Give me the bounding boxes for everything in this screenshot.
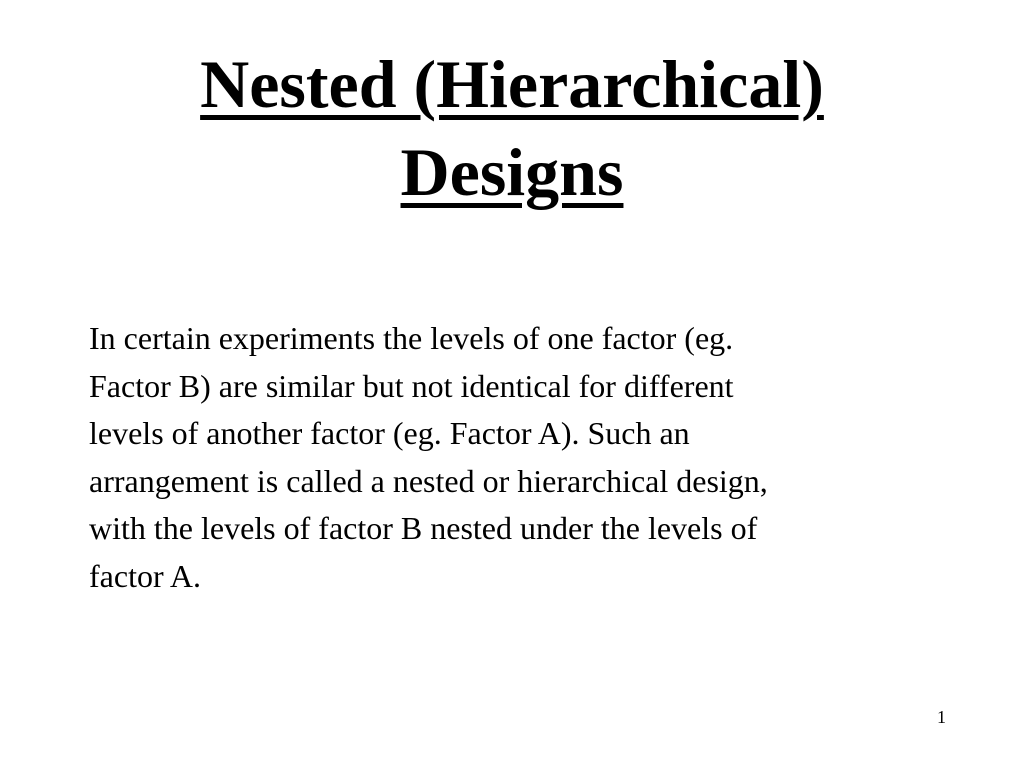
slide-body-text bbox=[89, 315, 959, 600]
slide-title-line-2: Designs bbox=[400, 134, 624, 210]
body-line-6: factor A. bbox=[89, 557, 201, 594]
slide-title-line-1: Nested (Hierarchical) bbox=[200, 46, 824, 122]
slide-title bbox=[0, 40, 1024, 216]
body-line-3: levels of another factor (eg. Factor A). Such an bbox=[89, 415, 690, 451]
body-line-5: with the levels of factor B nested under the levels of bbox=[89, 510, 758, 546]
body-line-4: arrangement is called a nested or hierarchical design, bbox=[89, 462, 768, 499]
body-line-2: Factor B) are similar but not identical for different bbox=[89, 367, 734, 404]
body-line-1: In certain experiments the levels of one factor (eg. bbox=[89, 320, 734, 356]
page-number: 1 bbox=[937, 707, 946, 727]
